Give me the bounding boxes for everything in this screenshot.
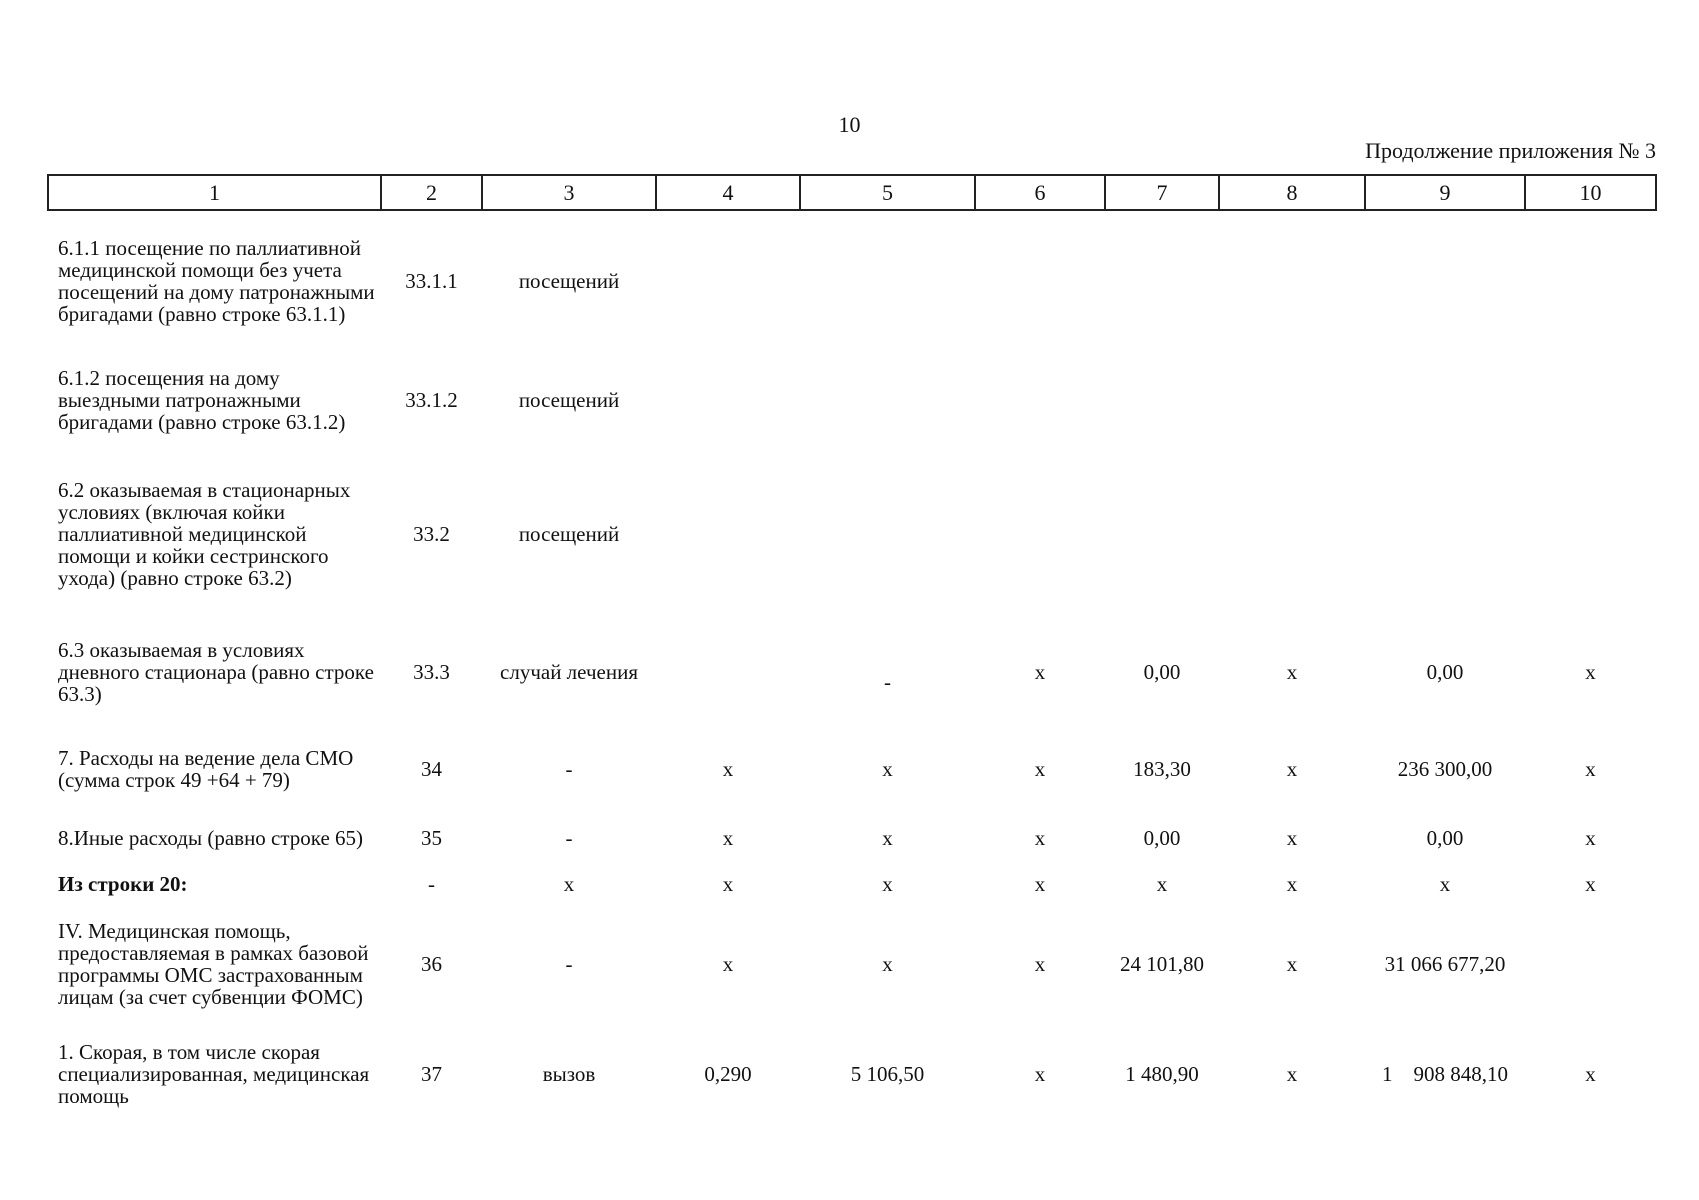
table-cell: 0,00 xyxy=(1426,826,1464,850)
table-cell xyxy=(1105,450,1219,618)
table-cell: х xyxy=(1286,826,1298,850)
row-name: 6.1.1 посещение по паллиативной медицинской помощи без учета посещений на дому патронажными бригадами (равно строке 63.1.1) xyxy=(58,235,375,326)
table-cell: 0,00 xyxy=(1426,660,1464,684)
table-cell xyxy=(800,618,975,726)
row-name: 7. Расходы на ведение дела СМО (сумма строк 49 +64 + 79) xyxy=(58,746,354,792)
row-name: IV. Медицинская помощь, предоставляемая в рамках базовой программы ОМС застрахованным лицам (за счет субвенции ФОМС) xyxy=(58,919,369,1009)
table-cell: х xyxy=(1034,826,1046,850)
table-cell: х xyxy=(1034,757,1046,781)
table-cell xyxy=(800,350,975,450)
table-cell: 1 480,90 xyxy=(1125,1062,1199,1086)
row-unit: посещений xyxy=(518,522,620,546)
table-cell: х xyxy=(882,952,893,976)
table-cell: х xyxy=(882,826,893,850)
table-cell: х xyxy=(1156,872,1168,896)
table-cell xyxy=(1525,210,1656,350)
table-cell: х xyxy=(1585,872,1596,896)
table-row xyxy=(48,904,1656,1024)
table-cell: х xyxy=(1286,872,1298,896)
table-cell: х xyxy=(1585,660,1596,684)
column-number-header-row xyxy=(48,175,1656,210)
table-cell: 1 908 848,10 xyxy=(1382,1062,1508,1086)
row-unit: - xyxy=(565,952,573,976)
table-cell xyxy=(1365,210,1525,350)
table-cell: 236 300,00 xyxy=(1397,757,1493,781)
row-code: 34 xyxy=(421,757,442,781)
column-header: 10 xyxy=(1525,175,1656,210)
page-number: 10 xyxy=(838,112,861,137)
table-cell xyxy=(975,350,1105,450)
row-code: 33.1.1 xyxy=(405,268,458,293)
row-code: 33.3 xyxy=(413,660,450,684)
table-cell: х xyxy=(722,952,734,976)
row-unit: х xyxy=(563,872,575,896)
table-row xyxy=(48,726,1656,812)
table-cell xyxy=(656,450,800,618)
column-header: 5 xyxy=(800,175,975,210)
table-cell xyxy=(1105,350,1219,450)
row-name: Из строки 20: xyxy=(58,872,188,896)
table-cell xyxy=(1105,210,1219,350)
table-cell: х xyxy=(722,826,734,850)
table-cell: х xyxy=(1034,660,1046,684)
table-cell xyxy=(975,210,1105,350)
row-unit: посещений xyxy=(518,388,620,412)
column-header: 8 xyxy=(1219,175,1365,210)
row-code: 35 xyxy=(421,826,442,850)
table-cell xyxy=(1219,450,1365,618)
table-cell xyxy=(1219,210,1365,350)
table-row xyxy=(48,618,1656,726)
row-unit: посещений xyxy=(518,268,620,293)
table-cell: 24 101,80 xyxy=(1120,952,1204,976)
row-code: 33.2 xyxy=(413,522,450,546)
data-table xyxy=(47,174,1657,1124)
table-cell: х xyxy=(1585,1062,1596,1086)
table-cell: 0,00 xyxy=(1143,660,1181,684)
table-cell: х xyxy=(1439,872,1451,896)
column-header: 4 xyxy=(656,175,800,210)
table-cell: 0,290 xyxy=(704,1062,752,1086)
row-name: 6.3 оказываемая в условиях дневного стационара (равно строке 63.3) xyxy=(58,638,374,706)
row-unit: - xyxy=(565,757,573,781)
column-header: 2 xyxy=(381,175,482,210)
column-header: 3 xyxy=(482,175,656,210)
table-cell xyxy=(1365,450,1525,618)
table-cell: х xyxy=(1286,757,1298,781)
table-cell: х xyxy=(882,757,893,781)
row-code: - xyxy=(428,872,435,896)
table-cell xyxy=(975,450,1105,618)
table-cell: х xyxy=(1585,757,1596,781)
table-cell: 5 106,50 xyxy=(850,1062,925,1086)
table-row xyxy=(48,1024,1656,1124)
table-cell: х xyxy=(722,757,734,781)
table-cell: х xyxy=(1286,952,1298,976)
row-code: 37 xyxy=(421,1062,442,1086)
row-unit: вызов xyxy=(542,1062,596,1086)
column-header: 9 xyxy=(1365,175,1525,210)
row-name: 8.Иные расходы (равно строке 65) xyxy=(58,826,364,850)
table-cell: х xyxy=(1034,1062,1046,1086)
table-cell: х xyxy=(1286,1062,1298,1086)
row-code: 36 xyxy=(421,952,442,976)
table-cell: 183,30 xyxy=(1133,757,1191,781)
table-cell: х xyxy=(1286,660,1298,684)
table-cell: 31 066 677,20 xyxy=(1384,952,1506,976)
row-name: 6.2 оказываемая в стационарных условиях (включая койки паллиативной медицинской помощи и койки сестринского ухода) (равно строке 63.2) xyxy=(58,478,351,590)
table-row xyxy=(48,350,1656,450)
table-cell xyxy=(800,450,975,618)
table-cell xyxy=(1365,350,1525,450)
table-cell xyxy=(1525,904,1656,1024)
table-cell: х xyxy=(882,872,893,896)
table-cell xyxy=(656,350,800,450)
table-row xyxy=(48,812,1656,864)
row-code: 33.1.2 xyxy=(405,388,458,412)
table-cell xyxy=(800,210,975,350)
row-name: 1. Скорая, в том числе скорая специализированная, медицинская помощь xyxy=(58,1040,370,1108)
table-row xyxy=(48,210,1656,350)
column-header: 6 xyxy=(975,175,1105,210)
table-cell xyxy=(656,618,800,726)
row-unit: случай лечения xyxy=(500,660,638,684)
row-name: 6.1.2 посещения на дому выездными патронажными бригадами (равно строке 63.1.2) xyxy=(58,366,346,434)
table-cell: х xyxy=(1585,826,1596,850)
table-row xyxy=(48,450,1656,618)
dash-value: - xyxy=(884,670,891,694)
table-cell xyxy=(1525,450,1656,618)
table-cell: х xyxy=(722,872,734,896)
table-cell: х xyxy=(1034,952,1046,976)
column-header: 7 xyxy=(1105,175,1219,210)
table-cell: х xyxy=(1034,872,1046,896)
table-cell xyxy=(1219,350,1365,450)
table-row xyxy=(48,864,1656,904)
appendix-continuation-note: Продолжение приложения № 3 xyxy=(1365,138,1656,163)
table-cell: 0,00 xyxy=(1143,826,1181,850)
row-unit: - xyxy=(565,826,573,850)
table-cell xyxy=(1525,350,1656,450)
table-cell xyxy=(656,210,800,350)
column-header: 1 xyxy=(48,175,381,210)
